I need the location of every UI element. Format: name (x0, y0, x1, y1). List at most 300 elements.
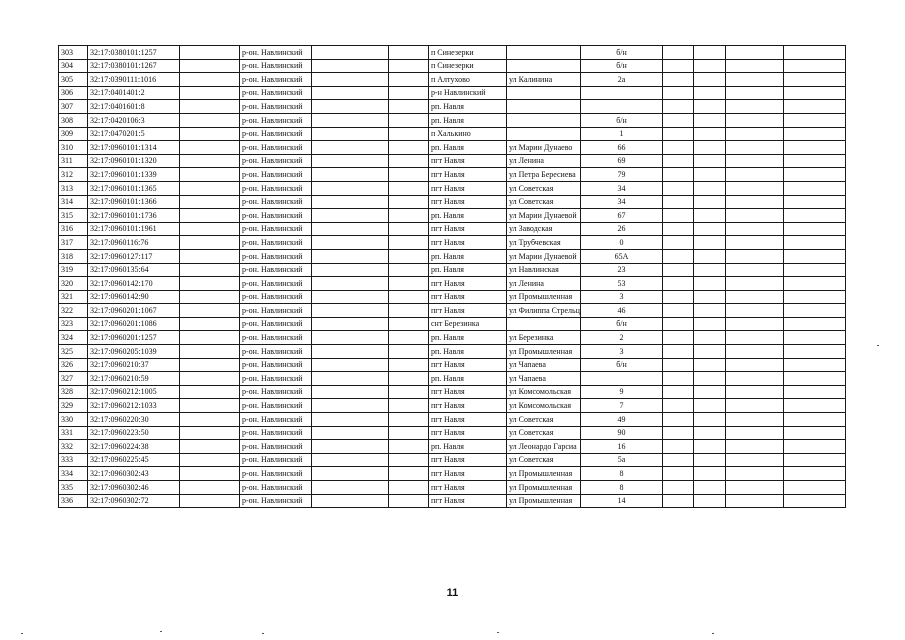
empty-cell (180, 263, 240, 277)
district-cell: р-он. Навлинский (240, 467, 312, 481)
row-number-cell: 307 (59, 100, 88, 114)
cadastral-number-cell: 32:17:0420106:3 (88, 113, 180, 127)
settlement-cell: пгт Навля (429, 494, 507, 508)
empty-cell (312, 141, 389, 155)
row-number-cell: 328 (59, 385, 88, 399)
empty-cell (784, 331, 846, 345)
empty-cell (694, 113, 726, 127)
row-number-cell: 322 (59, 304, 88, 318)
empty-cell (389, 413, 429, 427)
table-row (59, 236, 846, 250)
settlement-cell: рп. Навля (429, 440, 507, 454)
house-number-cell (581, 100, 663, 114)
empty-cell (312, 345, 389, 359)
row-number-cell: 313 (59, 181, 88, 195)
table-row (59, 141, 846, 155)
cadastral-number-cell: 32:17:0960135:64 (88, 263, 180, 277)
empty-cell (726, 141, 784, 155)
house-number-cell: 67 (581, 209, 663, 223)
table-row (59, 59, 846, 73)
scan-speck (262, 633, 264, 634)
settlement-cell: рп. Навля (429, 345, 507, 359)
house-number-cell: 16 (581, 440, 663, 454)
empty-cell (312, 100, 389, 114)
empty-cell (180, 331, 240, 345)
empty-cell (663, 141, 694, 155)
empty-cell (726, 73, 784, 87)
cadastral-number-cell: 32:17:0960220:30 (88, 413, 180, 427)
empty-cell (389, 181, 429, 195)
street-cell: ул Комсомольская (507, 399, 581, 413)
street-cell: ул Советская (507, 426, 581, 440)
house-number-cell: 46 (581, 304, 663, 318)
district-cell: р-он. Навлинский (240, 345, 312, 359)
empty-cell (312, 222, 389, 236)
empty-cell (389, 59, 429, 73)
row-number-cell: 324 (59, 331, 88, 345)
empty-cell (784, 73, 846, 87)
empty-cell (694, 331, 726, 345)
empty-cell (663, 413, 694, 427)
district-cell: р-он. Навлинский (240, 304, 312, 318)
empty-cell (312, 277, 389, 291)
empty-cell (663, 181, 694, 195)
settlement-cell: пгт Навля (429, 453, 507, 467)
empty-cell (726, 113, 784, 127)
street-cell (507, 59, 581, 73)
empty-cell (784, 46, 846, 60)
row-number-cell: 311 (59, 154, 88, 168)
street-cell: ул Промышленная (507, 494, 581, 508)
empty-cell (389, 222, 429, 236)
cadastral-number-cell: 32:17:0960101:1320 (88, 154, 180, 168)
cadastral-number-cell: 32:17:0960142:90 (88, 290, 180, 304)
cadastral-number-cell: 32:17:0960205:1039 (88, 345, 180, 359)
row-number-cell: 334 (59, 467, 88, 481)
empty-cell (694, 127, 726, 141)
empty-cell (180, 277, 240, 291)
empty-cell (312, 113, 389, 127)
empty-cell (180, 317, 240, 331)
empty-cell (726, 358, 784, 372)
settlement-cell: рп. Навля (429, 263, 507, 277)
district-cell: р-он. Навлинский (240, 481, 312, 495)
table-row (59, 372, 846, 386)
empty-cell (180, 440, 240, 454)
table-body (59, 46, 846, 508)
house-number-cell: 9 (581, 385, 663, 399)
empty-cell (694, 277, 726, 291)
empty-cell (694, 399, 726, 413)
empty-cell (726, 249, 784, 263)
empty-cell (312, 195, 389, 209)
empty-cell (312, 181, 389, 195)
cadastral-number-cell: 32:17:0380101:1257 (88, 46, 180, 60)
empty-cell (784, 426, 846, 440)
cadastral-number-cell: 32:17:0960223:50 (88, 426, 180, 440)
empty-cell (694, 263, 726, 277)
settlement-cell: рп. Навля (429, 209, 507, 223)
empty-cell (694, 209, 726, 223)
street-cell (507, 86, 581, 100)
cadastral-number-cell: 32:17:0960210:59 (88, 372, 180, 386)
empty-cell (784, 168, 846, 182)
table-row (59, 222, 846, 236)
empty-cell (694, 249, 726, 263)
table-row (59, 304, 846, 318)
cadastral-number-cell: 32:17:0960116:76 (88, 236, 180, 250)
settlement-cell: пгт Навля (429, 358, 507, 372)
street-cell: ул Марии Дунаево (507, 141, 581, 155)
district-cell: р-он. Навлинский (240, 141, 312, 155)
empty-cell (694, 317, 726, 331)
empty-cell (694, 46, 726, 60)
empty-cell (726, 304, 784, 318)
row-number-cell: 325 (59, 345, 88, 359)
empty-cell (694, 467, 726, 481)
settlement-cell: пгт Навля (429, 222, 507, 236)
settlement-cell: п Синезерки (429, 46, 507, 60)
settlement-cell: пгт Навля (429, 181, 507, 195)
table-row (59, 426, 846, 440)
empty-cell (180, 73, 240, 87)
empty-cell (694, 86, 726, 100)
empty-cell (663, 263, 694, 277)
empty-cell (784, 127, 846, 141)
settlement-cell: пгт Навля (429, 426, 507, 440)
empty-cell (726, 481, 784, 495)
empty-cell (663, 290, 694, 304)
empty-cell (726, 46, 784, 60)
empty-cell (312, 467, 389, 481)
empty-cell (180, 290, 240, 304)
empty-cell (784, 399, 846, 413)
row-number-cell: 305 (59, 73, 88, 87)
empty-cell (694, 154, 726, 168)
street-cell: ул Советская (507, 453, 581, 467)
cadastral-number-cell: 32:17:0960302:43 (88, 467, 180, 481)
empty-cell (694, 494, 726, 508)
row-number-cell: 312 (59, 168, 88, 182)
house-number-cell: б/н (581, 46, 663, 60)
district-cell: р-он. Навлинский (240, 113, 312, 127)
house-number-cell: 66 (581, 141, 663, 155)
cadastral-number-cell: 32:17:0960101:1736 (88, 209, 180, 223)
empty-cell (784, 290, 846, 304)
house-number-cell: 7 (581, 399, 663, 413)
street-cell: ул Калинина (507, 73, 581, 87)
empty-cell (180, 249, 240, 263)
cadastral-number-cell: 32:17:0960101:1339 (88, 168, 180, 182)
empty-cell (784, 440, 846, 454)
empty-cell (663, 100, 694, 114)
settlement-cell: п Халькино (429, 127, 507, 141)
street-cell: ул Чапаева (507, 372, 581, 386)
empty-cell (389, 426, 429, 440)
empty-cell (663, 494, 694, 508)
district-cell: р-он. Навлинский (240, 195, 312, 209)
empty-cell (784, 494, 846, 508)
table-row (59, 195, 846, 209)
empty-cell (389, 86, 429, 100)
house-number-cell: 2 (581, 331, 663, 345)
empty-cell (312, 331, 389, 345)
empty-cell (663, 399, 694, 413)
empty-cell (663, 46, 694, 60)
empty-cell (726, 236, 784, 250)
row-number-cell: 330 (59, 413, 88, 427)
empty-cell (312, 399, 389, 413)
empty-cell (389, 249, 429, 263)
cadastral-number-cell: 32:17:0960101:1961 (88, 222, 180, 236)
empty-cell (784, 304, 846, 318)
district-cell: р-он. Навлинский (240, 277, 312, 291)
empty-cell (784, 86, 846, 100)
empty-cell (312, 236, 389, 250)
row-number-cell: 327 (59, 372, 88, 386)
empty-cell (694, 222, 726, 236)
empty-cell (312, 494, 389, 508)
empty-cell (726, 209, 784, 223)
empty-cell (389, 46, 429, 60)
house-number-cell: 8 (581, 481, 663, 495)
house-number-cell: б/н (581, 113, 663, 127)
empty-cell (389, 317, 429, 331)
table-row (59, 181, 846, 195)
empty-cell (389, 399, 429, 413)
cadastral-number-cell: 32:17:0960302:72 (88, 494, 180, 508)
table-row (59, 154, 846, 168)
empty-cell (312, 209, 389, 223)
house-number-cell: 49 (581, 413, 663, 427)
street-cell: ул Петра Бересиева (507, 168, 581, 182)
row-number-cell: 316 (59, 222, 88, 236)
empty-cell (694, 73, 726, 87)
district-cell: р-он. Навлинский (240, 127, 312, 141)
cadastral-number-cell: 32:17:0390111:1016 (88, 73, 180, 87)
empty-cell (312, 263, 389, 277)
empty-cell (312, 73, 389, 87)
district-cell: р-он. Навлинский (240, 59, 312, 73)
district-cell: р-он. Навлинский (240, 209, 312, 223)
empty-cell (389, 100, 429, 114)
house-number-cell: б/н (581, 317, 663, 331)
empty-cell (180, 113, 240, 127)
settlement-cell: п Алтухово (429, 73, 507, 87)
empty-cell (389, 154, 429, 168)
empty-cell (726, 181, 784, 195)
street-cell: ул Навлинская (507, 263, 581, 277)
row-number-cell: 333 (59, 453, 88, 467)
empty-cell (180, 86, 240, 100)
empty-cell (663, 426, 694, 440)
district-cell: р-он. Навлинский (240, 385, 312, 399)
cadastral-number-cell: 32:17:0380101:1267 (88, 59, 180, 73)
empty-cell (312, 481, 389, 495)
empty-cell (663, 195, 694, 209)
empty-cell (389, 372, 429, 386)
empty-cell (694, 358, 726, 372)
settlement-cell: рп. Навля (429, 249, 507, 263)
empty-cell (726, 277, 784, 291)
settlement-cell: рп. Навля (429, 100, 507, 114)
table-row (59, 440, 846, 454)
empty-cell (694, 345, 726, 359)
empty-cell (784, 249, 846, 263)
settlement-cell: пгт Навля (429, 195, 507, 209)
row-number-cell: 318 (59, 249, 88, 263)
district-cell: р-он. Навлинский (240, 73, 312, 87)
street-cell (507, 113, 581, 127)
table-row (59, 317, 846, 331)
settlement-cell: пгт Навля (429, 467, 507, 481)
empty-cell (784, 113, 846, 127)
district-cell: р-он. Навлинский (240, 494, 312, 508)
empty-cell (663, 209, 694, 223)
street-cell (507, 127, 581, 141)
house-number-cell: 3 (581, 290, 663, 304)
street-cell: ул Промышленная (507, 467, 581, 481)
row-number-cell: 314 (59, 195, 88, 209)
cadastral-number-cell: 32:17:0960201:1257 (88, 331, 180, 345)
settlement-cell: пгт Навля (429, 168, 507, 182)
empty-cell (312, 304, 389, 318)
district-cell: р-он. Навлинский (240, 358, 312, 372)
district-cell: р-он. Навлинский (240, 181, 312, 195)
district-cell: р-он. Навлинский (240, 46, 312, 60)
district-cell: р-он. Навлинский (240, 263, 312, 277)
empty-cell (389, 481, 429, 495)
settlement-cell: пгт Навля (429, 481, 507, 495)
page-number: 11 (446, 587, 459, 599)
empty-cell (312, 358, 389, 372)
empty-cell (784, 195, 846, 209)
district-cell: р-он. Навлинский (240, 440, 312, 454)
district-cell: р-он. Навлинский (240, 331, 312, 345)
row-number-cell: 315 (59, 209, 88, 223)
empty-cell (726, 100, 784, 114)
cadastral-number-cell: 32:17:0960225:45 (88, 453, 180, 467)
cadastral-number-cell: 32:17:0960201:1067 (88, 304, 180, 318)
street-cell: ул Советская (507, 413, 581, 427)
settlement-cell: рп. Навля (429, 331, 507, 345)
settlement-cell: рп. Навля (429, 141, 507, 155)
scan-speck (497, 632, 499, 633)
empty-cell (312, 290, 389, 304)
settlement-cell: п Синезерки (429, 59, 507, 73)
empty-cell (389, 440, 429, 454)
empty-cell (726, 467, 784, 481)
empty-cell (726, 345, 784, 359)
empty-cell (180, 127, 240, 141)
street-cell (507, 46, 581, 60)
cadastral-number-cell: 32:17:0960101:1366 (88, 195, 180, 209)
cadastral-number-cell: 32:17:0960212:1005 (88, 385, 180, 399)
empty-cell (694, 453, 726, 467)
property-registry-table (58, 45, 846, 508)
settlement-cell: рп. Навля (429, 372, 507, 386)
row-number-cell: 323 (59, 317, 88, 331)
house-number-cell: 90 (581, 426, 663, 440)
empty-cell (180, 399, 240, 413)
empty-cell (726, 331, 784, 345)
empty-cell (694, 181, 726, 195)
row-number-cell: 317 (59, 236, 88, 250)
empty-cell (784, 453, 846, 467)
table-row (59, 277, 846, 291)
settlement-cell: пгт Навля (429, 154, 507, 168)
settlement-cell: пгт Навля (429, 399, 507, 413)
empty-cell (663, 277, 694, 291)
table-row (59, 113, 846, 127)
empty-cell (180, 467, 240, 481)
empty-cell (663, 385, 694, 399)
empty-cell (312, 127, 389, 141)
cadastral-number-cell: 32:17:0960224:38 (88, 440, 180, 454)
empty-cell (180, 141, 240, 155)
settlement-cell: пгт Навля (429, 290, 507, 304)
cadastral-number-cell: 32:17:0960201:1086 (88, 317, 180, 331)
empty-cell (663, 113, 694, 127)
house-number-cell (581, 86, 663, 100)
street-cell: ул Советская (507, 181, 581, 195)
empty-cell (312, 46, 389, 60)
district-cell: р-он. Навлинский (240, 453, 312, 467)
street-cell: ул Советская (507, 195, 581, 209)
empty-cell (312, 413, 389, 427)
empty-cell (663, 154, 694, 168)
row-number-cell: 310 (59, 141, 88, 155)
street-cell: ул Ленина (507, 277, 581, 291)
empty-cell (784, 358, 846, 372)
row-number-cell: 321 (59, 290, 88, 304)
row-number-cell: 309 (59, 127, 88, 141)
empty-cell (180, 168, 240, 182)
empty-cell (389, 290, 429, 304)
empty-cell (726, 59, 784, 73)
empty-cell (389, 209, 429, 223)
empty-cell (389, 113, 429, 127)
table-row (59, 331, 846, 345)
empty-cell (312, 440, 389, 454)
cadastral-number-cell: 32:17:0960210:37 (88, 358, 180, 372)
empty-cell (663, 345, 694, 359)
house-number-cell: 69 (581, 154, 663, 168)
empty-cell (180, 413, 240, 427)
house-number-cell: 34 (581, 195, 663, 209)
empty-cell (312, 426, 389, 440)
table-row (59, 453, 846, 467)
empty-cell (784, 59, 846, 73)
empty-cell (663, 317, 694, 331)
settlement-cell: пгт Навля (429, 277, 507, 291)
cadastral-number-cell: 32:17:0470201:5 (88, 127, 180, 141)
house-number-cell: 3 (581, 345, 663, 359)
empty-cell (180, 195, 240, 209)
empty-cell (312, 86, 389, 100)
empty-cell (663, 59, 694, 73)
empty-cell (180, 481, 240, 495)
district-cell: р-он. Навлинский (240, 290, 312, 304)
street-cell: ул Леонардо Гарсиа (507, 440, 581, 454)
cadastral-number-cell: 32:17:0960212:1033 (88, 399, 180, 413)
empty-cell (784, 372, 846, 386)
empty-cell (726, 440, 784, 454)
table-row (59, 168, 846, 182)
empty-cell (180, 154, 240, 168)
empty-cell (389, 385, 429, 399)
empty-cell (663, 372, 694, 386)
